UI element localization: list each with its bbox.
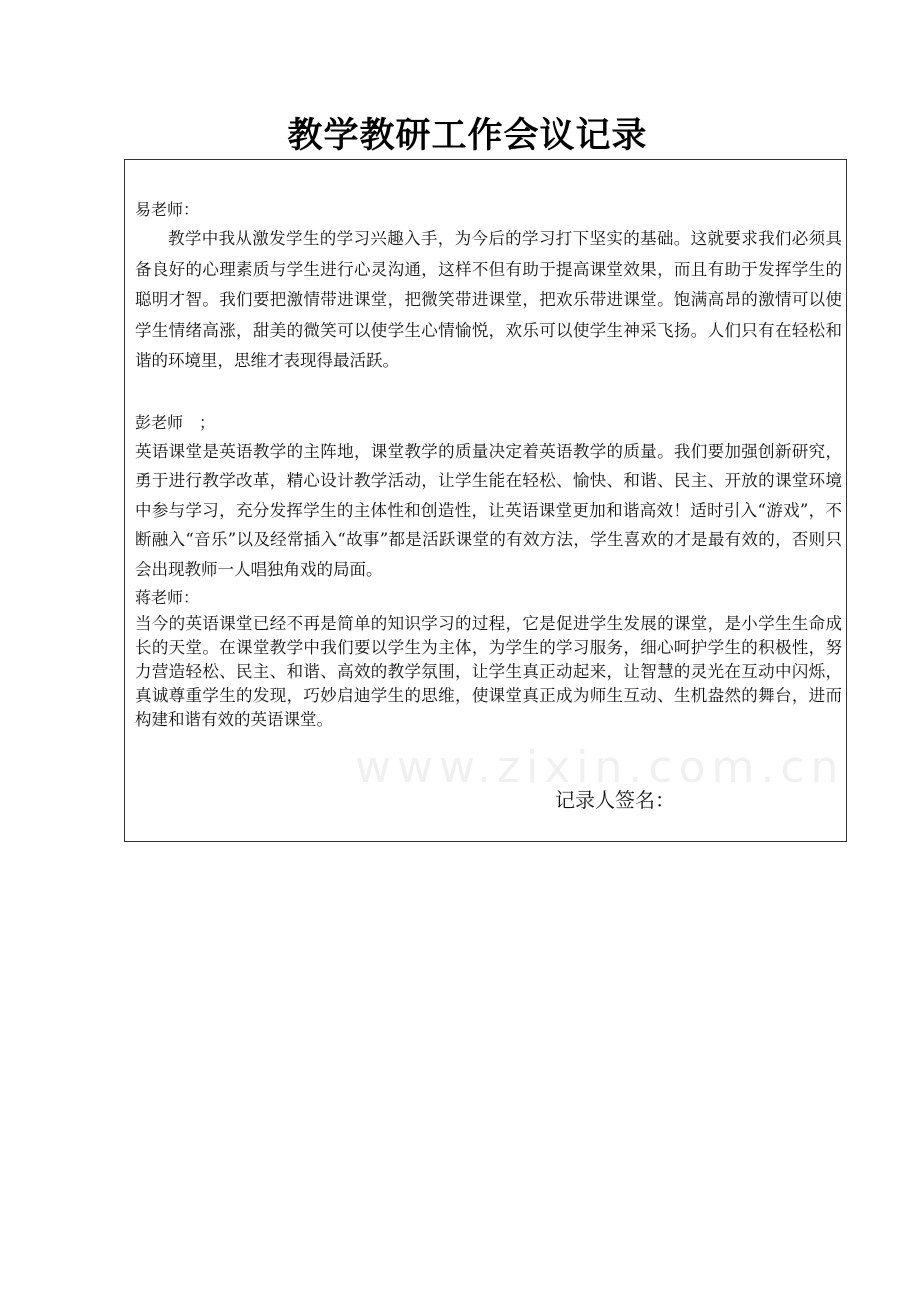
meeting-record-box bbox=[124, 159, 847, 842]
record-content bbox=[135, 196, 842, 732]
speaker-yi: 易老师： bbox=[135, 200, 200, 219]
statement-jiang: 当今的英语课堂已经不再是简单的知识学习的过程，它是促进学生发展的课堂，是小学生生命成长的天堂。在课堂教学中我们要以学生为主体，为学生的学习服务，细心呵护学生的积极性，努力营造轻松、民主、和谐、高效的教学氛围，让学生真正动起来，让智慧的灵光在互动中闪烁，真诚尊重学生的发现，巧妙启迪学生的思维，使课堂真正成为师生互动、生机盎然的舞台，进而构建和谐有效的英语课堂。 bbox=[135, 614, 842, 729]
recorder-signature-label: 记录人签名： bbox=[555, 788, 675, 812]
statement-peng: 英语课堂是英语教学的主阵地，课堂教学的质量决定着英语教学的质量。我们要加强创新研究，勇于进行教学改革，精心设计教学活动，让学生能在轻松、愉快、和谐、民主、开放的课堂环境中参与学习，充分发挥学生的主体性和创造性，让英语课堂更加和谐高效！适时引入“游戏”，不断融入“音乐”以及经常插入“故事”都是活跃课堂的有效方法，学生喜欢的才是最有效的，否则只会出现教师一人唱独角戏的局面。 bbox=[135, 441, 842, 579]
statement-yi: 教学中我从激发学生的学习兴趣入手，为今后的学习打下坚实的基础。这就要求我们必须具备良好的心理素质与学生进行心灵沟通，这样不但有助于提高课堂效果，而且有助于发挥学生的聪明才智。我们要把激情带进课堂，把微笑带进课堂，把欢乐带进课堂。饱满高昂的激情可以使学生情绪高涨，甜美的微笑可以使学生心情愉悦，欢乐可以使学生神采飞扬。人们只有在轻松和谐的环境里，思维才表现得最活跃。 bbox=[135, 229, 842, 370]
speaker-jiang: 蒋老师： bbox=[135, 588, 200, 607]
page-title: 教学教研工作会议记录 bbox=[287, 115, 648, 156]
speaker-peng: 彭老师 ； bbox=[135, 412, 216, 432]
watermark: www.zixin.com.cn bbox=[355, 742, 845, 793]
